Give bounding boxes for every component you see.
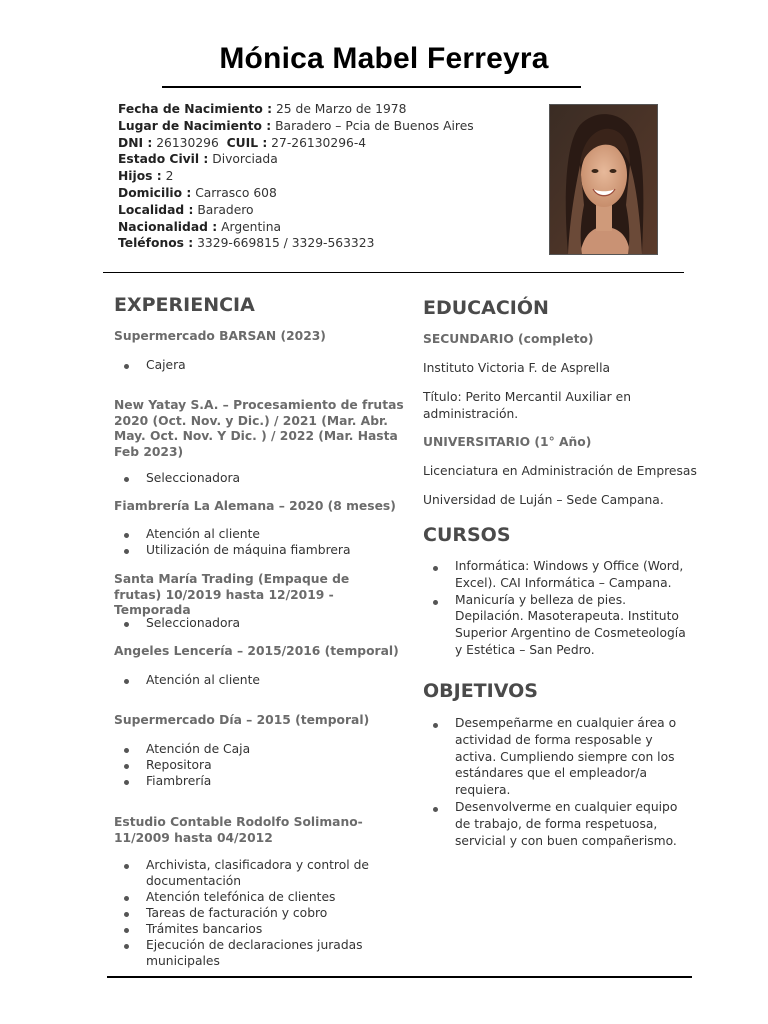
list-item: Cajera <box>114 357 404 373</box>
list-item: Archivista, clasificadora y control de documentación <box>114 857 384 889</box>
list-item: Desenvolverme en cualquier equipo de trabajo, de forma respetuosa, servicial y con buen compañerismo. <box>423 799 693 849</box>
cuil-label: CUIL : <box>226 135 268 150</box>
children-label: Hijos : <box>118 169 162 184</box>
courses-list <box>423 558 693 659</box>
university-school: Universidad de Luján – Sede Campana. <box>423 493 664 507</box>
job-title: Estudio Contable Rodolfo Solimano- 11/2009 hasta 04/2012 <box>114 815 363 845</box>
footer-divider <box>107 976 692 978</box>
dni-value: 26130296 <box>156 135 219 150</box>
job-title: Supermercado Día – 2015 (temporal) <box>114 713 370 727</box>
secondary-school: Instituto Victoria F. de Asprella <box>423 361 611 375</box>
job-title: Fiambrería La Alemana – 2020 (8 meses) <box>114 499 396 513</box>
address-value: Carrasco 608 <box>195 185 277 200</box>
objectives-list <box>423 715 693 849</box>
secondary-degree: Título: Perito Mercantil Auxiliar en administración. <box>423 390 632 421</box>
profile-photo <box>549 104 658 255</box>
profile-photo-illustration <box>550 105 657 254</box>
job-title: New Yatay S.A. – Procesamiento de frutas 2020 (Oct. Nov. y Dic.) / 2021 (Mar. Abr. May. Oct. Nov. Y Dic. ) / 2022 (Mar. Hasta Feb 2023) <box>114 398 404 459</box>
list-item: Atención de Caja <box>114 741 404 757</box>
dni-label: DNI : <box>118 135 153 150</box>
children-row <box>118 168 474 185</box>
university-degree: Licenciatura en Administración de Empresas <box>423 464 697 478</box>
education-heading: EDUCACIÓN <box>423 297 549 319</box>
civil-row <box>118 151 474 168</box>
phones-row <box>118 235 474 252</box>
personal-info <box>118 101 474 252</box>
list-item: Informática: Windows y Office (Word, Excel). CAI Informática – Campana. <box>423 558 693 592</box>
birth-place-value: Baradero – Pcia de Buenos Aires <box>275 118 474 133</box>
university-title: UNIVERSITARIO (1° Año) <box>423 435 592 449</box>
list-item: Seleccionadora <box>114 470 404 486</box>
list-item: Tareas de facturación y cobro <box>114 905 384 921</box>
list-item: Trámites bancarios <box>114 921 384 937</box>
birth-date-row <box>118 101 474 118</box>
list-item: Atención al cliente <box>114 526 404 542</box>
list-item: Atención telefónica de clientes <box>114 889 384 905</box>
job-duties <box>114 470 404 486</box>
secondary-title: SECUNDARIO (completo) <box>423 332 594 346</box>
experience-heading: EXPERIENCIA <box>114 294 255 316</box>
city-label: Localidad : <box>118 202 194 217</box>
cuil-value: 27-26130296-4 <box>271 135 367 150</box>
list-item: Manicuría y belleza de pies. Depilación. Masoterapeuta. Instituto Superior Argentino de Cosmeteología y Estética – San Pedro. <box>423 592 693 659</box>
objectives-heading: OBJETIVOS <box>423 680 538 702</box>
city-row <box>118 202 474 219</box>
list-item: Ejecución de declaraciones juradas municipales <box>114 937 384 969</box>
address-row <box>118 185 474 202</box>
list-item: Fiambrería <box>114 773 404 789</box>
address-label: Domicilio : <box>118 185 192 200</box>
children-value: 2 <box>165 169 174 184</box>
job-duties <box>114 615 404 631</box>
list-item: Atención al cliente <box>114 672 404 688</box>
birth-place-row <box>118 118 474 135</box>
job-duties <box>114 526 404 558</box>
nationality-row <box>118 219 474 236</box>
phones-label: Teléfonos : <box>118 236 194 251</box>
courses-heading: CURSOS <box>423 524 511 546</box>
city-value: Baradero <box>197 202 254 217</box>
job-duties <box>114 672 404 688</box>
section-divider <box>103 272 684 273</box>
id-row <box>118 135 474 152</box>
nationality-label: Nacionalidad : <box>118 219 218 234</box>
job-duties <box>114 857 384 969</box>
candidate-name: Mónica Mabel Ferreyra <box>219 42 549 75</box>
job-title: Supermercado BARSAN (2023) <box>114 329 326 343</box>
birth-place-label: Lugar de Nacimiento : <box>118 118 272 133</box>
job-title: Angeles Lencería – 2015/2016 (temporal) <box>114 644 399 658</box>
list-item: Desempeñarme en cualquier área o actividad de forma resposable y activa. Cumpliendo siempre con los estándares que el empleador/a requiera. <box>423 715 693 799</box>
birth-date-value: 25 de Marzo de 1978 <box>275 102 407 116</box>
job-title: Santa María Trading (Empaque de frutas) 10/2019 hasta 12/2019 - Temporada <box>114 572 350 617</box>
list-item: Utilización de máquina fiambrera <box>114 542 404 558</box>
job-duties <box>114 741 404 789</box>
job-duties <box>114 357 404 373</box>
list-item: Seleccionadora <box>114 615 404 631</box>
list-item: Repositora <box>114 757 404 773</box>
civil-label: Estado Civil : <box>118 152 209 167</box>
nationality-value: Argentina <box>221 219 282 234</box>
phones-value: 3329-669815 / 3329-563323 <box>197 236 375 251</box>
civil-value: Divorciada <box>212 152 278 167</box>
header-divider <box>162 86 581 88</box>
birth-date-label: Fecha de Nacimiento : <box>118 102 273 116</box>
